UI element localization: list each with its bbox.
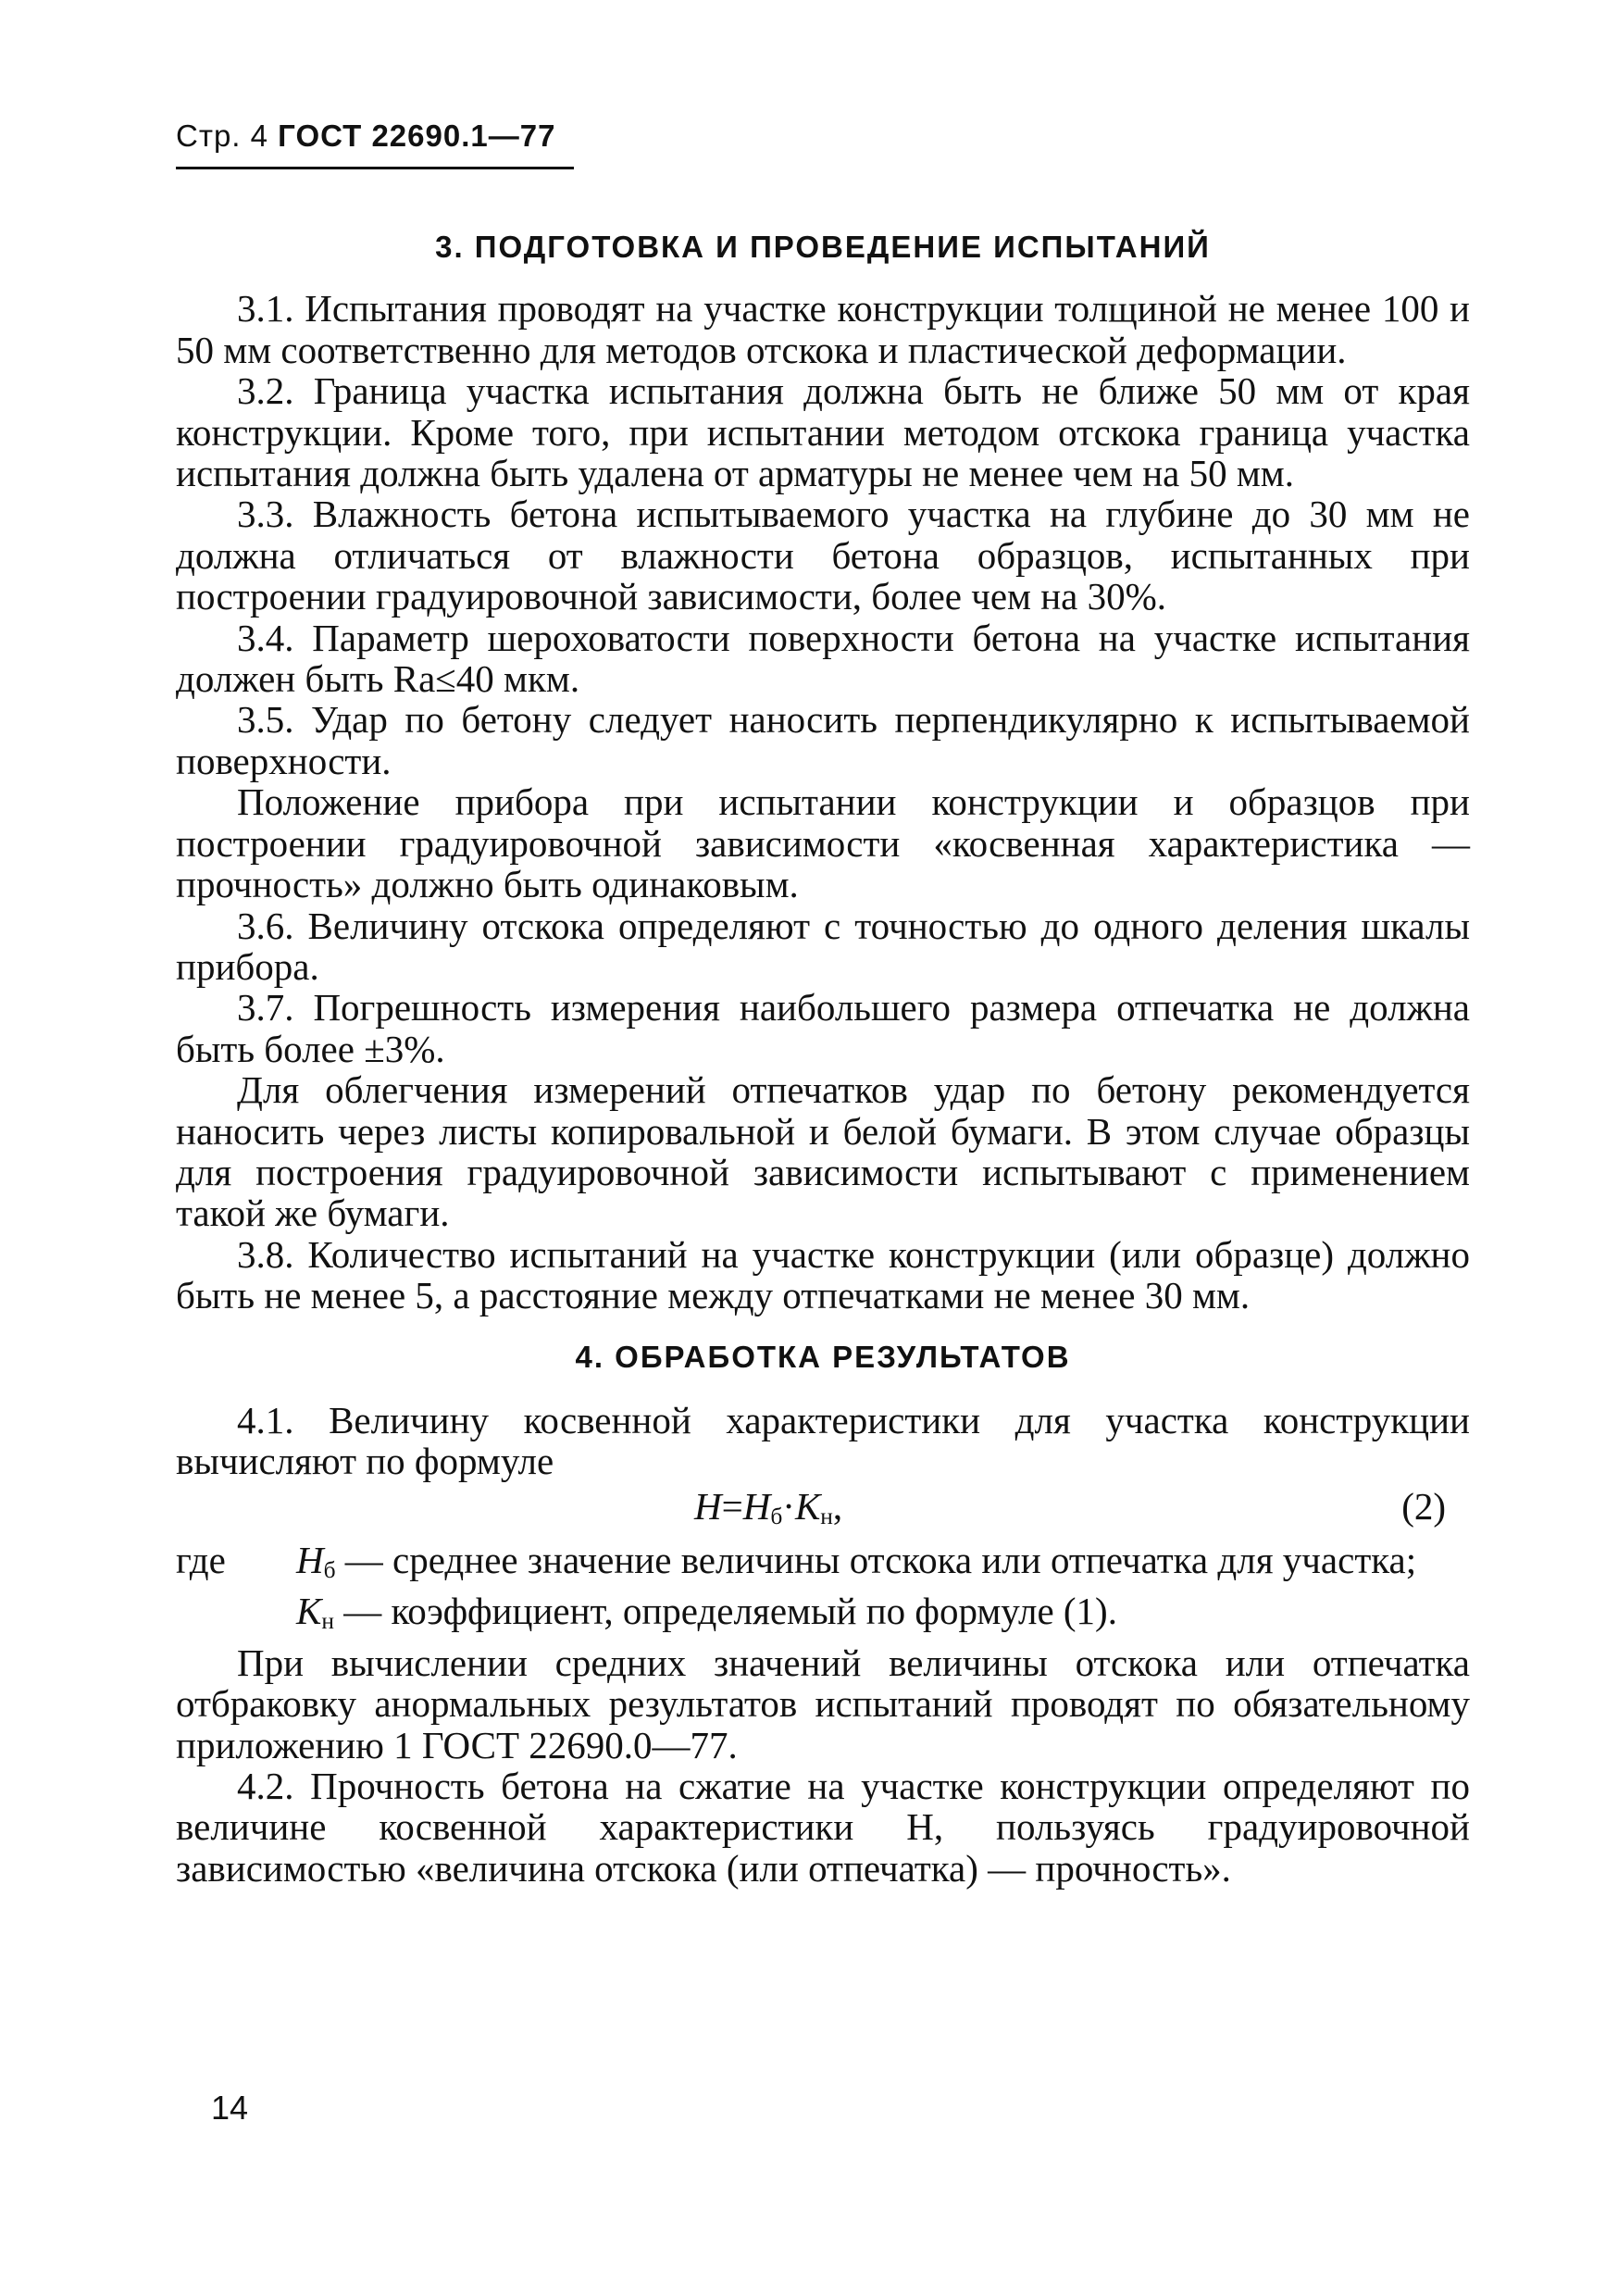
formula-definitions — [176, 1540, 1470, 1642]
paragraph-3-1: 3.1. Испытания проводят на участке конструкции толщиной не менее 100 и 50 мм соответственно для методов отскока и пластической деформации. — [176, 287, 1470, 371]
paragraph-4-1: 4.1. Величину косвенной характеристики для участка конструкции вычисляют по формуле — [176, 1398, 1470, 1483]
definition-row — [176, 1591, 1470, 1641]
document-body — [176, 227, 1470, 1889]
definition-text: $K_н$ — коэффициент, определяемый по формуле (1). — [296, 1590, 1117, 1635]
paragraph-3-5: 3.5. Удар по бетону следует наносить перпендикулярно к испытываемой поверхности. — [176, 698, 1470, 782]
standard-number: ГОСТ 22690.1—77 — [278, 119, 556, 153]
definition-text: $H_б$ — среднее значение величины отскока или отпечатка для участка; — [296, 1538, 1417, 1583]
paragraph-3-5-note: Положение прибора при испытании конструкции и образцов при построении градуировочной зависимости «косвенная характеристика — прочность» должно быть одинаковым. — [176, 780, 1470, 906]
formula-number: (2) — [1401, 1484, 1446, 1528]
section-4-heading: 4. ОБРАБОТКА РЕЗУЛЬТАТОВ — [575, 1339, 1071, 1374]
running-header — [176, 119, 574, 169]
formula-2 — [176, 1486, 1470, 1538]
where-word: где — [176, 1538, 226, 1581]
formula-expression: $H=H_б\cdot K_н$, — [694, 1484, 843, 1529]
page-number: 14 — [211, 2089, 249, 2127]
paragraph-3-3: 3.3. Влажность бетона испытываемого участка на глубине до 30 мм не должна отличаться от влажности бетона образцов, испытанных при построении градуировочной зависимости, более чем на 30%. — [176, 493, 1470, 618]
paragraph-3-7: 3.7. Погрешность измерения наибольшего размера отпечатка не должна быть более ±3%. — [176, 986, 1470, 1070]
paragraph-3-8: 3.8. Количество испытаний на участке конструкции (или образце) должно быть не менее 5, а расстояние между отпечатками не менее 30 мм. — [176, 1232, 1470, 1317]
paragraph-3-4: 3.4. Параметр шероховатости поверхности бетона на участке испытания должен быть Ra≤40 мкм. — [176, 616, 1470, 701]
paragraph-3-2: 3.2. Граница участка испытания должна быть не ближе 50 мм от края конструкции. Кроме того, при испытании методом отскока граница участка испытания должна быть удалена от арматуры не менее чем на 50 мм. — [176, 369, 1470, 495]
section-3-heading: 3. ПОДГОТОВКА И ПРОВЕДЕНИЕ ИСПЫТАНИЙ — [435, 230, 1211, 264]
paragraph-4-1-note: При вычислении средних значений величины отскока или отпечатка отбраковку анормальных результатов испытаний проводят по обязательному приложению 1 ГОСТ 22690.0—77. — [176, 1641, 1470, 1766]
definition-row — [176, 1540, 1470, 1591]
paragraph-3-6: 3.6. Величину отскока определяют с точностью до одного деления шкалы прибора. — [176, 904, 1470, 988]
page-label: Стр. 4 — [176, 119, 268, 153]
paragraph-3-7-note: Для облегчения измерений отпечатков удар по бетону рекомендуется наносить через листы копировальной и белой бумаги. В этом случае образцы для построения градуировочной зависимости испытывают с применением такой же бумаги. — [176, 1068, 1470, 1235]
paragraph-4-2: 4.2. Прочность бетона на сжатие на участке конструкции определяют по величине косвенной характеристики H, пользуясь градуировочной зависимостью «величина отскока (или отпечатка) — прочность». — [176, 1764, 1470, 1890]
